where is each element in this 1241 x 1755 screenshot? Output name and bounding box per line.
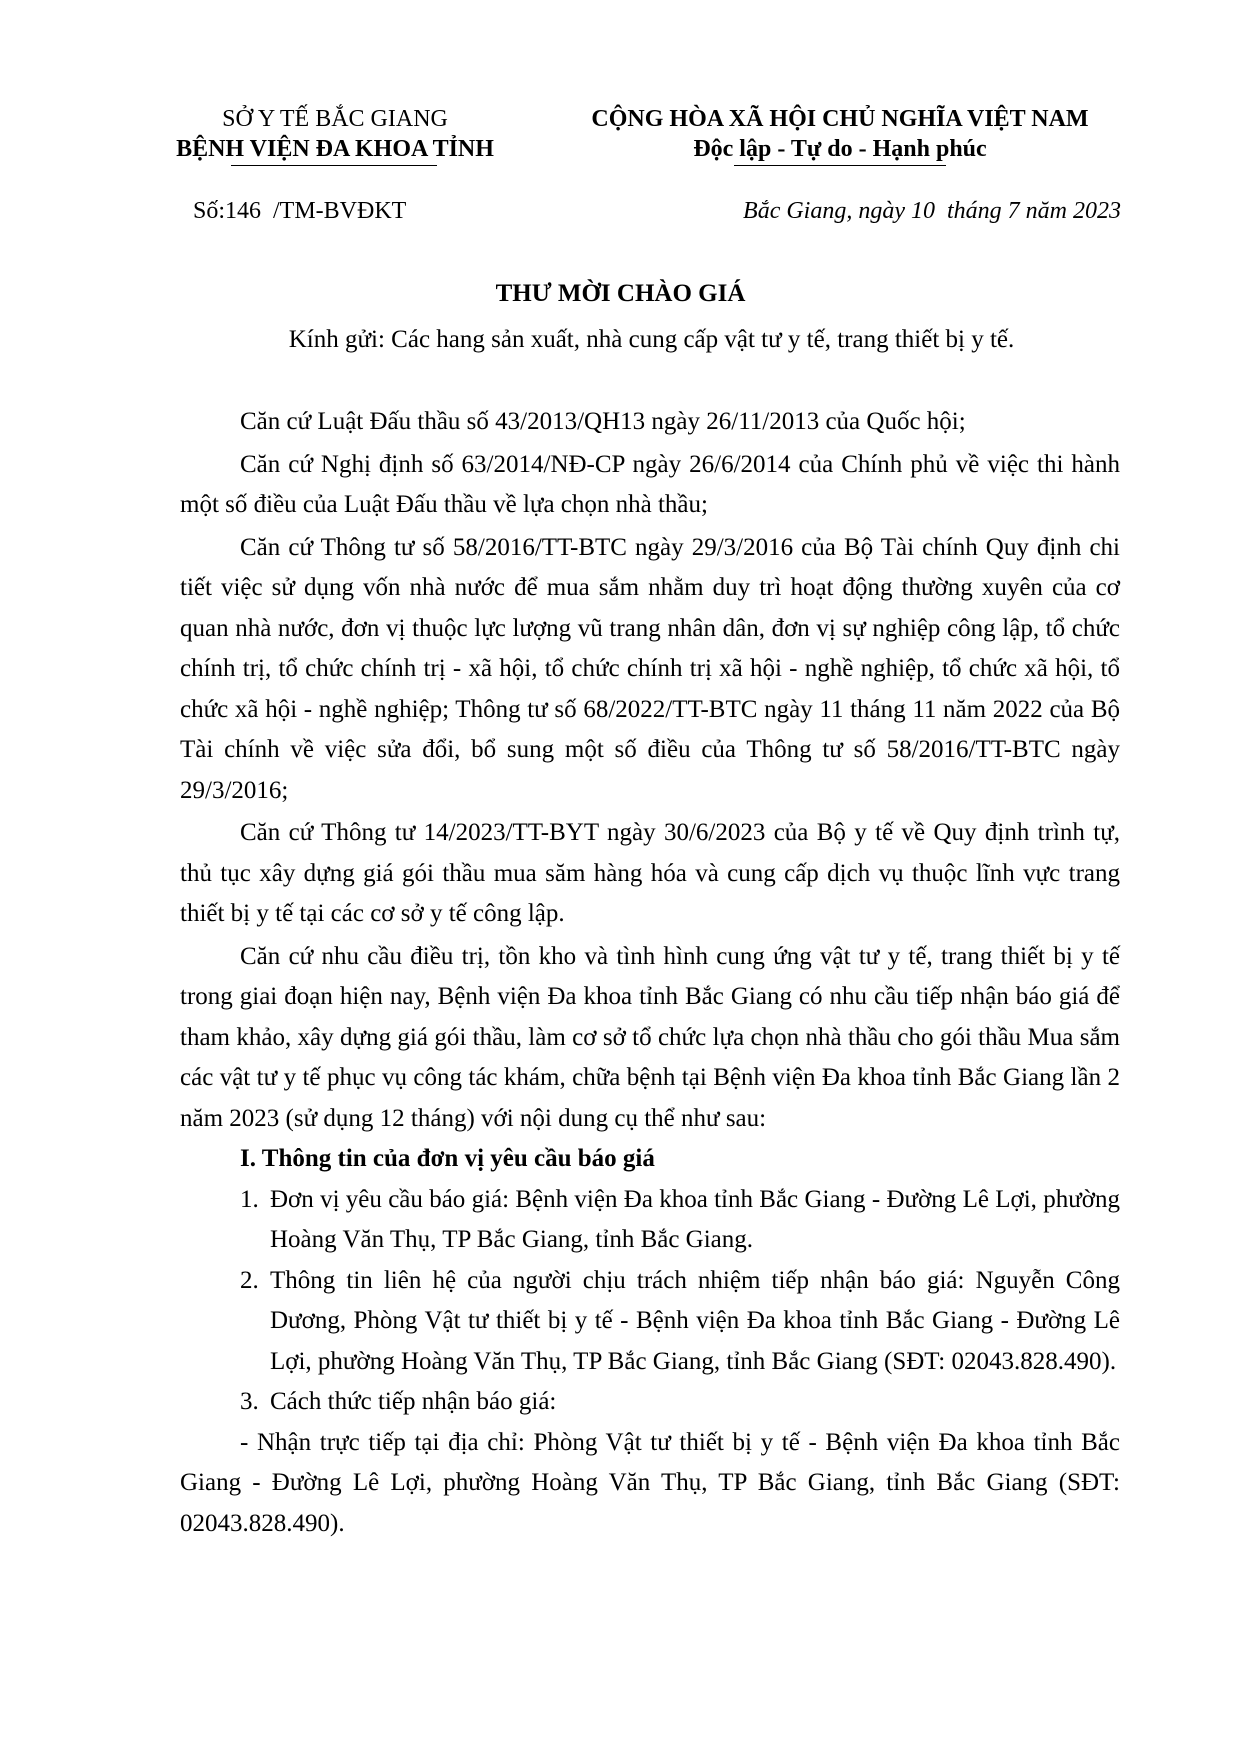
list-item-text: Thông tin liên hệ của người chịu trách nhiệm tiếp nhận báo giá: Nguyễn Công Dương, Phòng Vật tư thiết bị y tế - Bệnh viện Đa khoa tỉnh Bắc Giang - Đường Lê Lợi, phường Hoàng Văn Thụ, TP Bắc Giang, tỉnh Bắc Giang (SĐT: 02043.828.490). [270, 1266, 1120, 1375]
issuer-block [150, 104, 520, 166]
list-item-text: Cách thức tiếp nhận báo giá: [270, 1388, 557, 1415]
national-motto: Độc lập - Tự do - Hạnh phúc [693, 136, 987, 162]
list-item [240, 1261, 1120, 1383]
list-item-number: 3. [240, 1388, 259, 1415]
legal-basis-paragraph: Căn cứ Thông tư 14/2023/TT-BYT ngày 30/6/2023 của Bộ y tế về Quy định trình tự, thủ tục xây dựng giá gói thầu mua săm hàng hóa và cung cấp dịch vụ thuộc lĩnh vực trang thiết bị y tế tại các cơ sở y tế công lập. [180, 819, 1120, 927]
document-number: Số:146 /TM-BVĐKT [193, 198, 407, 224]
issuer-underline [231, 165, 437, 166]
hospital-name: BỆNH VIỆN ĐA KHOA TỈNH [176, 136, 494, 162]
legal-basis-paragraph: Căn cứ Nghị định số 63/2014/NĐ-CP ngày 26/6/2014 của Chính phủ về việc thi hành một số điều của Luật Đấu thầu về lựa chọn nhà thầu; [180, 450, 1120, 518]
purpose-paragraph: Căn cứ nhu cầu điều trị, tồn kho và tình hình cung ứng vật tư y tế, trang thiết bị y tế trong giai đoạn hiện nay, Bệnh viện Đa khoa tỉnh Bắc Giang có nhu cầu tiếp nhận báo giá để tham khảo, xây dựng giá gói thầu, làm cơ sở tổ chức lựa chọn nhà thầu cho gói thầu Mua sắm các vật tư y tế phục vụ công tác khám, chữa bệnh tại Bệnh viện Đa khoa tỉnh Bắc Giang lần 2 năm 2023 (sử dụng 12 tháng) với nội dung cụ thể như sau: [180, 942, 1120, 1132]
list-item-number: 1. [240, 1185, 259, 1213]
legal-basis-paragraph: Căn cứ Luật Đấu thầu số 43/2013/QH13 ngày 26/11/2013 của Quốc hội; [240, 408, 966, 435]
document-date: Bắc Giang, ngày 10 tháng 7 năm 2023 [743, 198, 1121, 224]
list-item-number: 2. [240, 1266, 259, 1294]
direct-receipt-paragraph: - Nhận trực tiếp tại địa chỉ: Phòng Vật tư thiết bị y tế - Bệnh viện Đa khoa tỉnh Bắc Giang - Đường Lê Lợi, phường Hoàng Văn Thụ, TP Bắc Giang, tỉnh Bắc Giang (SĐT: 02043.828.490). [180, 1428, 1120, 1537]
section-heading: I. Thông tin của đơn vị yêu cầu báo giá [240, 1145, 655, 1172]
national-heading [560, 104, 1120, 166]
agency-name: SỞ Y TẾ BẮC GIANG [222, 106, 448, 132]
list-item [240, 1382, 1120, 1423]
list-item-text: Đơn vị yêu cầu báo giá: Bệnh viện Đa khoa tỉnh Bắc Giang - Đường Lê Lợi, phường Hoàng Văn Thụ, TP Bắc Giang, tỉnh Bắc Giang. [270, 1185, 1120, 1253]
legal-basis-paragraph: Căn cứ Thông tư số 58/2016/TT-BTC ngày 29/3/2016 của Bộ Tài chính Quy định chi tiết việc sử dụng vốn nhà nước để mua sắm nhằm duy trì hoạt động thường xuyên của cơ quan nhà nước, đơn vị thuộc lực lượng vũ trang nhân dân, đơn vị sự nghiệp công lập, tổ chức chính trị, tổ chức chính trị - xã hội, tổ chức chính trị xã hội - nghề nghiệp, tổ chức xã hội, tổ chức xã hội - nghề nghiệp; Thông tư số 68/2022/TT-BTC ngày 11 tháng 11 năm 2022 của Bộ Tài chính về việc sửa đổi, bổ sung một số điều của Thông tư số 58/2016/TT-BTC ngày 29/3/2016; [180, 533, 1120, 804]
country-name: CỘNG HÒA XÃ HỘI CHỦ NGHĨA VIỆT NAM [591, 106, 1089, 132]
document-body [180, 402, 1120, 1544]
motto-underline [734, 165, 946, 166]
document-title: THƯ MỜI CHÀO GIÁ [495, 280, 746, 307]
list-item [240, 1180, 1120, 1261]
recipient-line: Kính gửi: Các hang sản xuất, nhà cung cấp vật tư y tế, trang thiết bị y tế. [288, 326, 1015, 353]
